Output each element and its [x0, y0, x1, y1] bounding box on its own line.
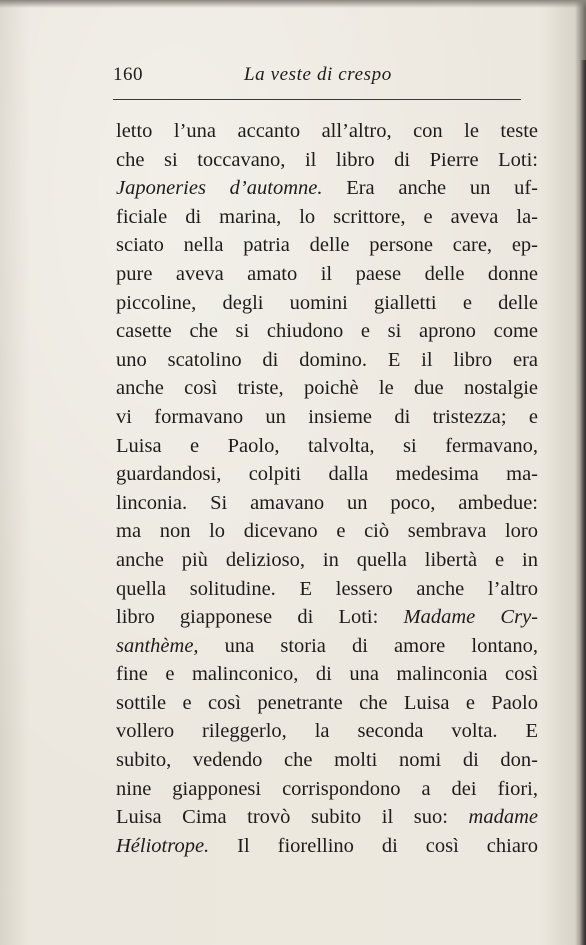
italic-text-segment: Héliotrope.	[116, 834, 210, 857]
text-line	[116, 832, 538, 861]
text-segment: Luisa Cima trovò subito il suo:	[116, 806, 469, 829]
text-segment: vi formavano un insieme di tristezza; e	[116, 405, 538, 428]
text-line	[116, 575, 538, 604]
text-segment: nine giapponesi corrispondono a dei fiori,	[116, 777, 538, 800]
text-line	[116, 231, 538, 260]
text-segment: Il fiorellino di così chiaro	[209, 834, 538, 857]
text-segment: ficiale di marina, lo scrittore, e aveva la-	[116, 205, 538, 228]
text-segment: anche così triste, poichè le due nostalgie	[116, 377, 538, 400]
text-line	[116, 374, 538, 403]
text-line	[116, 689, 538, 718]
text-line	[116, 603, 538, 632]
text-line	[116, 660, 538, 689]
text-segment: piccoline, degli uomini gialletti e delle	[116, 291, 538, 314]
text-line	[116, 174, 538, 203]
text-line	[116, 775, 538, 804]
page-gutter-shadow	[580, 60, 586, 945]
text-segment: vollero rileggerlo, la seconda volta. E	[116, 720, 538, 743]
text-segment: subito, vedendo che molti nomi di don-	[116, 749, 538, 772]
italic-text-segment: Japoneries d’automne.	[116, 177, 323, 200]
text-segment: Era anche un uf-	[322, 177, 538, 200]
text-segment: libro giapponese di Loti:	[116, 606, 404, 629]
italic-text-segment: santhème,	[116, 634, 199, 657]
text-segment: ma non lo dicevano e ciò sembrava loro	[116, 520, 538, 543]
text-line	[116, 432, 538, 461]
header-rule	[113, 99, 521, 100]
text-segment: uno scatolino di domino. E il libro era	[116, 348, 538, 371]
text-segment: una storia di amore lontano,	[198, 634, 538, 657]
text-segment: Luisa e Paolo, talvolta, si fermavano,	[116, 434, 538, 457]
body-text	[116, 117, 538, 860]
italic-text-segment: Madame Cry-	[403, 606, 538, 629]
text-segment: letto l’una accanto all’altro, con le teste	[116, 120, 538, 142]
text-segment: che si toccavano, il libro di Pierre Loti:	[116, 148, 538, 171]
text-segment: casette che si chiudono e si aprono come	[116, 320, 538, 343]
text-line	[116, 203, 538, 232]
running-title: La veste di crespo	[244, 64, 392, 85]
text-line	[116, 517, 538, 546]
text-line	[116, 717, 538, 746]
text-segment: guardandosi, colpiti dalla medesima ma-	[116, 463, 538, 486]
page-top-shadow	[0, 0, 586, 8]
text-line	[116, 746, 538, 775]
text-segment: pure aveva amato il paese delle donne	[116, 262, 538, 285]
text-segment: sciato nella patria delle persone care, ep-	[116, 234, 538, 257]
text-line	[116, 346, 538, 375]
text-line	[116, 117, 538, 146]
text-line	[116, 146, 538, 175]
text-segment: fine e malinconico, di una malinconia così	[116, 663, 538, 686]
text-line	[116, 632, 538, 661]
text-line	[116, 289, 538, 318]
page-number: 160	[113, 64, 143, 85]
text-line	[116, 460, 538, 489]
text-segment: anche più delizioso, in quella libertà e in	[116, 548, 538, 571]
text-line	[116, 403, 538, 432]
text-line	[116, 489, 538, 518]
text-line	[116, 803, 538, 832]
text-line	[116, 317, 538, 346]
text-segment: sottile e così penetrante che Luisa e Paolo	[116, 691, 538, 714]
italic-text-segment: madame	[468, 806, 538, 829]
text-segment: quella solitudine. E lessero anche l’altro	[116, 577, 538, 600]
text-segment: linconia. Si amavano un poco, ambedue:	[116, 491, 538, 514]
text-line	[116, 546, 538, 575]
text-line	[116, 260, 538, 289]
